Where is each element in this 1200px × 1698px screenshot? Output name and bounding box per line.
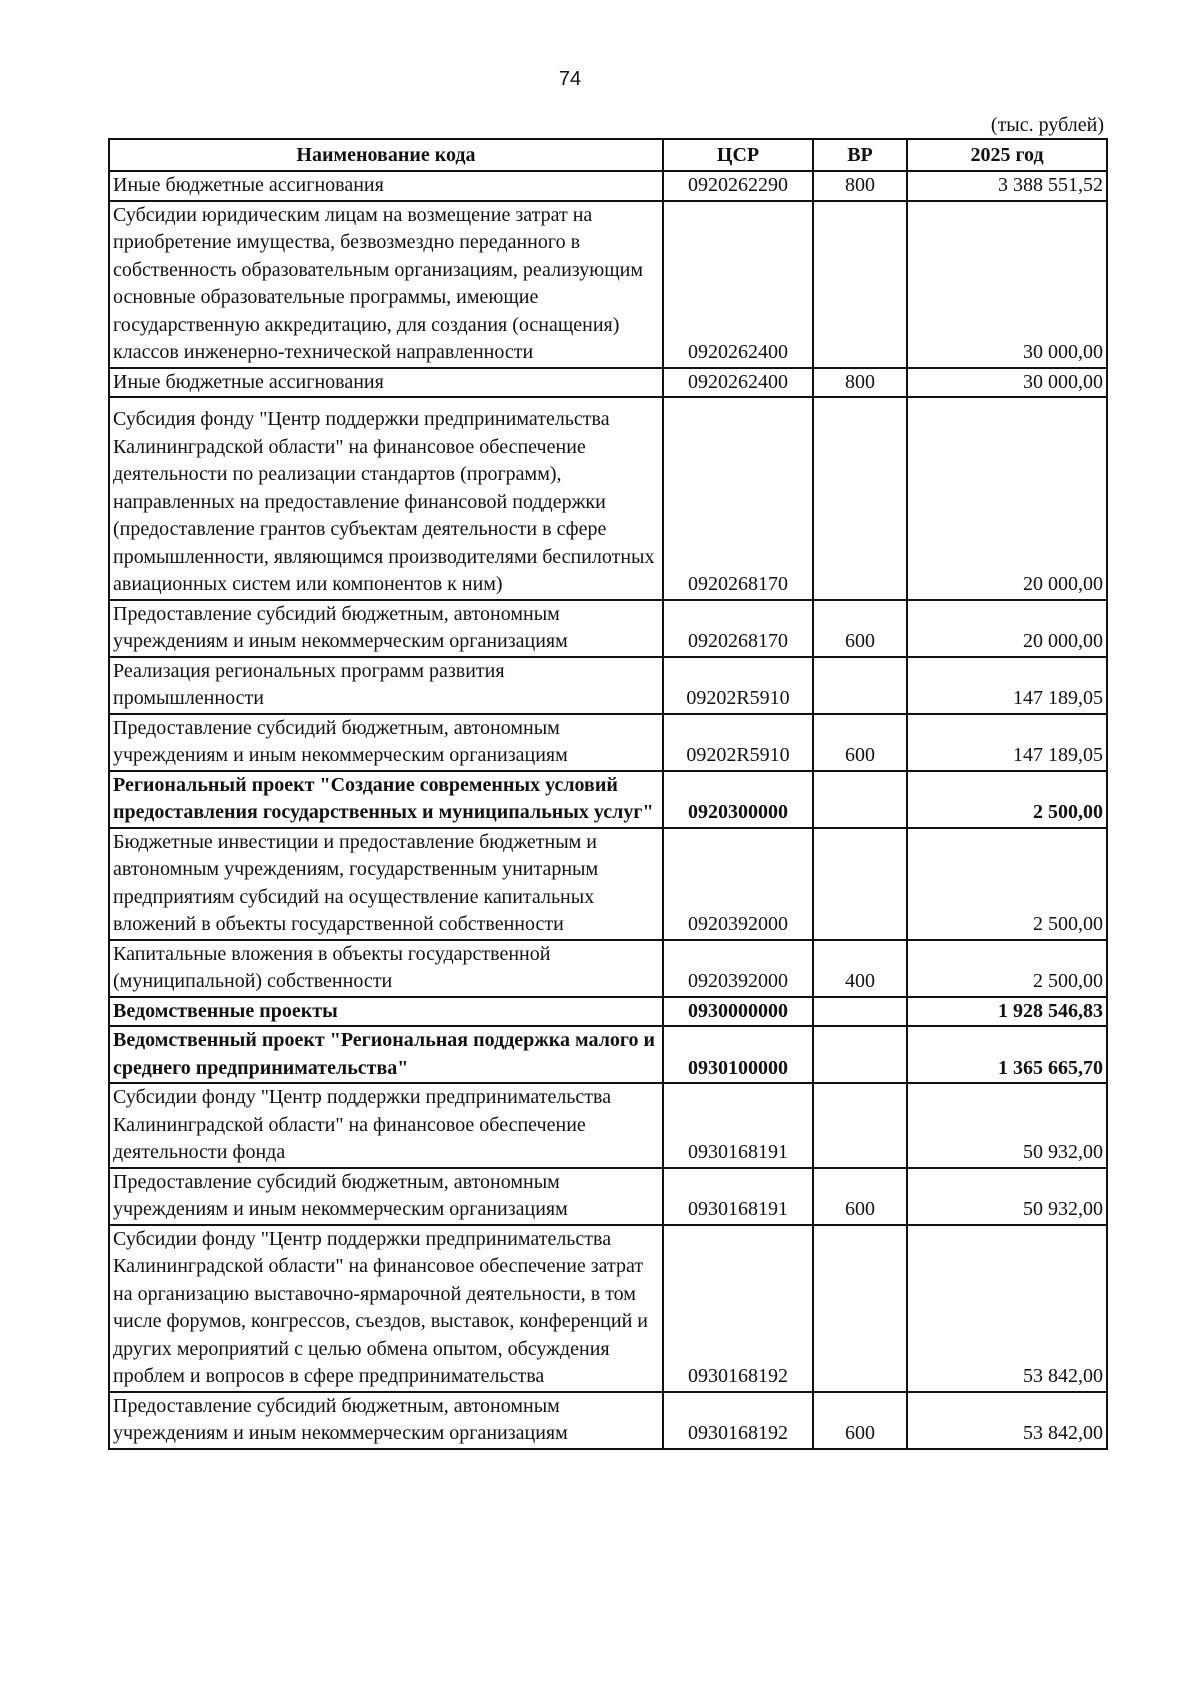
- row-csr-cell: 09202R5910: [663, 714, 813, 771]
- budget-table: [108, 138, 1108, 1450]
- table-row: [109, 1168, 1107, 1225]
- table-row: [109, 997, 1107, 1027]
- row-name-cell: Капитальные вложения в объекты государственной (муниципальной) собственности: [109, 940, 663, 997]
- table-row: [109, 1392, 1107, 1449]
- row-amount-cell: 147 189,05: [907, 714, 1107, 771]
- row-name-cell: Предоставление субсидий бюджетным, автономным учреждениям и иным некоммерческим организациям: [109, 714, 663, 771]
- row-vr-cell: [813, 201, 907, 368]
- row-csr-cell: 0920262400: [663, 368, 813, 398]
- row-amount-cell: 2 500,00: [907, 828, 1107, 940]
- row-name-cell: Иные бюджетные ассигнования: [109, 368, 663, 398]
- row-csr-cell: 0930000000: [663, 997, 813, 1027]
- row-name-cell: Предоставление субсидий бюджетным, автономным учреждениям и иным некоммерческим организациям: [109, 1392, 663, 1449]
- row-amount-cell: 1 365 665,70: [907, 1026, 1107, 1083]
- row-name-cell: Ведомственный проект "Региональная поддержка малого и среднего предпринимательства": [109, 1026, 663, 1083]
- header-amount: 2025 год: [907, 139, 1107, 171]
- row-amount-cell: 50 932,00: [907, 1168, 1107, 1225]
- row-amount-cell: 147 189,05: [907, 657, 1107, 714]
- table-row: [109, 940, 1107, 997]
- row-amount-cell: 20 000,00: [907, 397, 1107, 600]
- row-vr-cell: [813, 1026, 907, 1083]
- row-amount-cell: 2 500,00: [907, 771, 1107, 828]
- row-name-cell: Субсидия фонду "Центр поддержки предпринимательства Калининградской области" на финансовое обеспечение деятельности по реализации стандартов (программ), направленных на предоставление финансовой поддержки (предоставление грантов субъектам деятельности в сфере промышленности, являющимся производителями беспилотных авиационных систем или компонентов к ним): [109, 397, 663, 600]
- row-csr-cell: 0920268170: [663, 600, 813, 657]
- row-vr-cell: [813, 997, 907, 1027]
- row-vr-cell: [813, 1225, 907, 1392]
- row-csr-cell: 0920392000: [663, 828, 813, 940]
- table-row: [109, 828, 1107, 940]
- row-name-cell: Субсидии фонду "Центр поддержки предпринимательства Калининградской области" на финансовое обеспечение деятельности фонда: [109, 1083, 663, 1168]
- row-vr-cell: [813, 397, 907, 600]
- row-name-cell: Предоставление субсидий бюджетным, автономным учреждениям и иным некоммерческим организациям: [109, 1168, 663, 1225]
- row-vr-cell: 800: [813, 368, 907, 398]
- table-row: [109, 657, 1107, 714]
- header-name: Наименование кода: [109, 139, 663, 171]
- row-csr-cell: 0920262290: [663, 171, 813, 201]
- row-name-cell: Субсидии юридическим лицам на возмещение затрат на приобретение имущества, безвозмездно переданного в собственность образовательным организациям, реализующим основные образовательные программы, имеющие государственную аккредитацию, для создания (оснащения) классов инженерно-технической направленности: [109, 201, 663, 368]
- table-row: [109, 397, 1107, 600]
- row-amount-cell: 30 000,00: [907, 368, 1107, 398]
- row-vr-cell: 600: [813, 600, 907, 657]
- row-vr-cell: 800: [813, 171, 907, 201]
- row-amount-cell: 3 388 551,52: [907, 171, 1107, 201]
- table-row: [109, 1225, 1107, 1392]
- table-row: [109, 771, 1107, 828]
- units-label: (тыс. рублей): [990, 114, 1104, 136]
- row-csr-cell: 0930168192: [663, 1392, 813, 1449]
- table-row: [109, 600, 1107, 657]
- header-csr: ЦСР: [663, 139, 813, 171]
- row-amount-cell: 53 842,00: [907, 1392, 1107, 1449]
- row-amount-cell: 20 000,00: [907, 600, 1107, 657]
- header-vr: ВР: [813, 139, 907, 171]
- table-row: [109, 201, 1107, 368]
- table-header-row: [109, 139, 1107, 171]
- row-name-cell: Ведомственные проекты: [109, 997, 663, 1027]
- row-csr-cell: 0920268170: [663, 397, 813, 600]
- row-name-cell: Реализация региональных программ развития промышленности: [109, 657, 663, 714]
- row-vr-cell: 600: [813, 714, 907, 771]
- row-csr-cell: 0930100000: [663, 1026, 813, 1083]
- row-vr-cell: [813, 657, 907, 714]
- table-body: [109, 171, 1107, 1449]
- row-vr-cell: [813, 828, 907, 940]
- row-vr-cell: [813, 771, 907, 828]
- row-amount-cell: 30 000,00: [907, 201, 1107, 368]
- row-amount-cell: 1 928 546,83: [907, 997, 1107, 1027]
- row-csr-cell: 0920392000: [663, 940, 813, 997]
- row-name-cell: Бюджетные инвестиции и предоставление бюджетным и автономным учреждениям, государственным унитарным предприятиям субсидий на осуществление капитальных вложений в объекты государственной собственности: [109, 828, 663, 940]
- row-vr-cell: 400: [813, 940, 907, 997]
- row-amount-cell: 53 842,00: [907, 1225, 1107, 1392]
- row-csr-cell: 0930168192: [663, 1225, 813, 1392]
- row-vr-cell: 600: [813, 1168, 907, 1225]
- row-vr-cell: [813, 1083, 907, 1168]
- row-name-cell: Региональный проект "Создание современных условий предоставления государственных и муниципальных услуг": [109, 771, 663, 828]
- row-amount-cell: 2 500,00: [907, 940, 1107, 997]
- row-name-cell: Субсидии фонду "Центр поддержки предпринимательства Калининградской области" на финансовое обеспечение затрат на организацию выставочно-ярмарочной деятельности, в том числе форумов, конгрессов, съездов, выставок, конференций и других мероприятий с целью обмена опытом, обсуждения проблем и вопросов в сфере предпринимательства: [109, 1225, 663, 1392]
- table-row: [109, 714, 1107, 771]
- table-row: [109, 171, 1107, 201]
- row-vr-cell: 600: [813, 1392, 907, 1449]
- row-amount-cell: 50 932,00: [907, 1083, 1107, 1168]
- table-row: [109, 368, 1107, 398]
- table-row: [109, 1083, 1107, 1168]
- row-name-cell: Иные бюджетные ассигнования: [109, 171, 663, 201]
- table-row: [109, 1026, 1107, 1083]
- page-number: 74: [558, 68, 582, 90]
- row-csr-cell: 0920300000: [663, 771, 813, 828]
- row-csr-cell: 0920262400: [663, 201, 813, 368]
- row-name-cell: Предоставление субсидий бюджетным, автономным учреждениям и иным некоммерческим организациям: [109, 600, 663, 657]
- row-csr-cell: 09202R5910: [663, 657, 813, 714]
- row-csr-cell: 0930168191: [663, 1168, 813, 1225]
- row-csr-cell: 0930168191: [663, 1083, 813, 1168]
